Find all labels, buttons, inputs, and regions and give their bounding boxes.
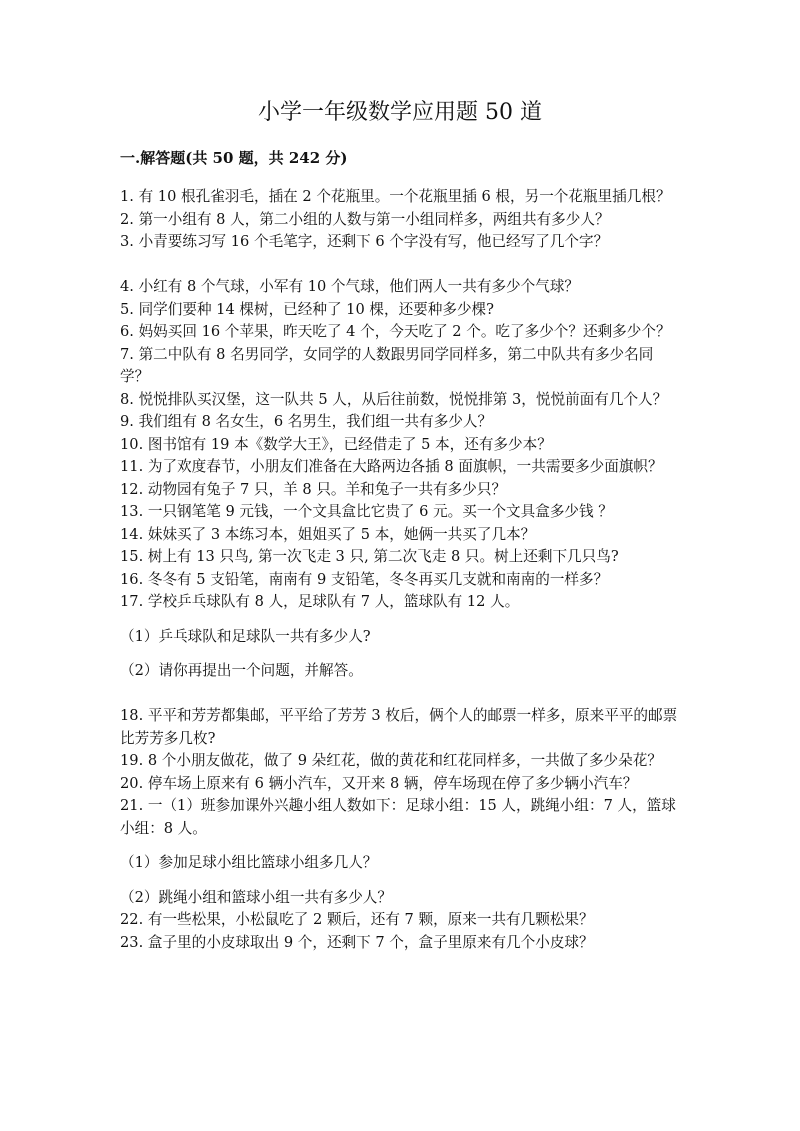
spacer bbox=[120, 614, 680, 626]
spacer bbox=[120, 840, 680, 852]
question-17-part-2: （2）请你再提出一个问题，并解答。 bbox=[120, 662, 363, 679]
question-17-part-1: （1）乒乓球队和足球队一共有多少人? bbox=[120, 627, 371, 645]
question-3: 3. 小青要练习写 16 个毛笔字，还剩下 6 个字没有写，他已经写了几个字？ bbox=[120, 233, 609, 250]
page-title: 小学一年级数学应用题 50 道 bbox=[258, 100, 542, 125]
question-22: 22. 有一些松果，小松鼠吃了 2 颗后，还有 7 颗，原来一共有几颗松果？ bbox=[120, 911, 594, 928]
question-21: 21. 一（1）班参加课外兴趣小组人数如下：足球小组：15 人，跳绳小组：7 人，篮球小组：8 人。 bbox=[120, 797, 676, 837]
question-10: 10. 图书馆有 19 本《数学大王》，已经借走了 5 本，还有多少本？ bbox=[120, 435, 552, 453]
section-heading: 一.解答题(共 50 题，共 242 分) bbox=[120, 149, 348, 167]
question-8: 8. 悦悦排队买汉堡，这一队共 5 人，从后往前数，悦悦排第 3，悦悦前面有几个人？ bbox=[120, 390, 668, 408]
question-6: 6. 妈妈买回 16 个苹果，昨天吃了 4 个，今天吃了 2 个。吃了多少个？还剩多少个？ bbox=[120, 323, 671, 340]
question-11: 11. 为了欢度春节，小朋友们准备在大路两边各插 8 面旗帜，一共需要多少面旗帜？ bbox=[120, 458, 663, 475]
question-5: 5. 同学们要种 14 棵树，已经种了 10 棵，还要种多少棵? bbox=[120, 300, 494, 318]
question-19: 19. 8 个小朋友做花，做了 9 朵红花，做的黄花和红花同样多，一共做了多少朵花？ bbox=[120, 752, 662, 769]
question-16: 16. 冬冬有 5 支铅笔，南南有 9 支铅笔，冬冬再买几支就和南南的一样多？ bbox=[120, 570, 609, 588]
question-21-part-2: （2）跳绳小组和篮球小组一共有多少人？ bbox=[120, 888, 392, 906]
question-2: 2. 第一小组有 8 人，第二小组的人数与第一小组同样多，两组共有多少人？ bbox=[120, 210, 610, 228]
question-12: 12. 动物园有兔子 7 只，羊 8 只。羊和兔子一共有多少只？ bbox=[120, 480, 507, 498]
question-18: 18. 平平和芳芳都集邮，平平给了芳芳 3 枚后，俩个人的邮票一样多，原来平平的邮票比芳芳多几枚? bbox=[120, 707, 678, 747]
question-7: 7. 第二中队有 8 名男同学，女同学的人数跟男同学同样多，第二中队共有多少名同学？ bbox=[120, 345, 654, 385]
question-1: 1. 有 10 根孔雀羽毛，插在 2 个花瓶里。一个花瓶里插 6 根，另一个花瓶里插几根？ bbox=[120, 188, 671, 205]
spacer bbox=[120, 875, 680, 887]
spacer bbox=[120, 648, 680, 660]
question-14: 14. 妹妹买了 3 本练习本，姐姐买了 5 本，她俩一共买了几本？ bbox=[120, 525, 536, 543]
question-13: 13. 一只钢笔笔 9 元钱，一个文具盒比它贵了 6 元。买一个文具盒多少钱 ？ bbox=[120, 503, 613, 520]
question-23: 23. 盒子里的小皮球取出 9 个，还剩下 7 个，盒子里原来有几个小皮球？ bbox=[120, 933, 594, 951]
question-list bbox=[120, 186, 680, 954]
question-17: 17. 学校乒乓球队有 8 人，足球队有 7 人，篮球队有 12 人。 bbox=[120, 593, 520, 610]
question-9: 9. 我们组有 8 名女生，6 名男生，我们组一共有多少人？ bbox=[120, 413, 493, 430]
spacer bbox=[120, 683, 680, 706]
question-4: 4. 小红有 8 个气球，小军有 10 个气球，他们两人一共有多少个气球？ bbox=[120, 278, 580, 295]
question-20: 20. 停车场上原来有 6 辆小汽车，又开来 8 辆，停车场现在停了多少辆小汽车？ bbox=[120, 774, 638, 792]
question-15: 15. 树上有 13 只鸟, 第一次飞走 3 只, 第二次飞走 8 只。树上还剩下几只鸟? bbox=[120, 548, 619, 565]
spacer bbox=[120, 254, 680, 277]
question-21-part-1: （1）参加足球小组比篮球小组多几人？ bbox=[120, 854, 378, 871]
